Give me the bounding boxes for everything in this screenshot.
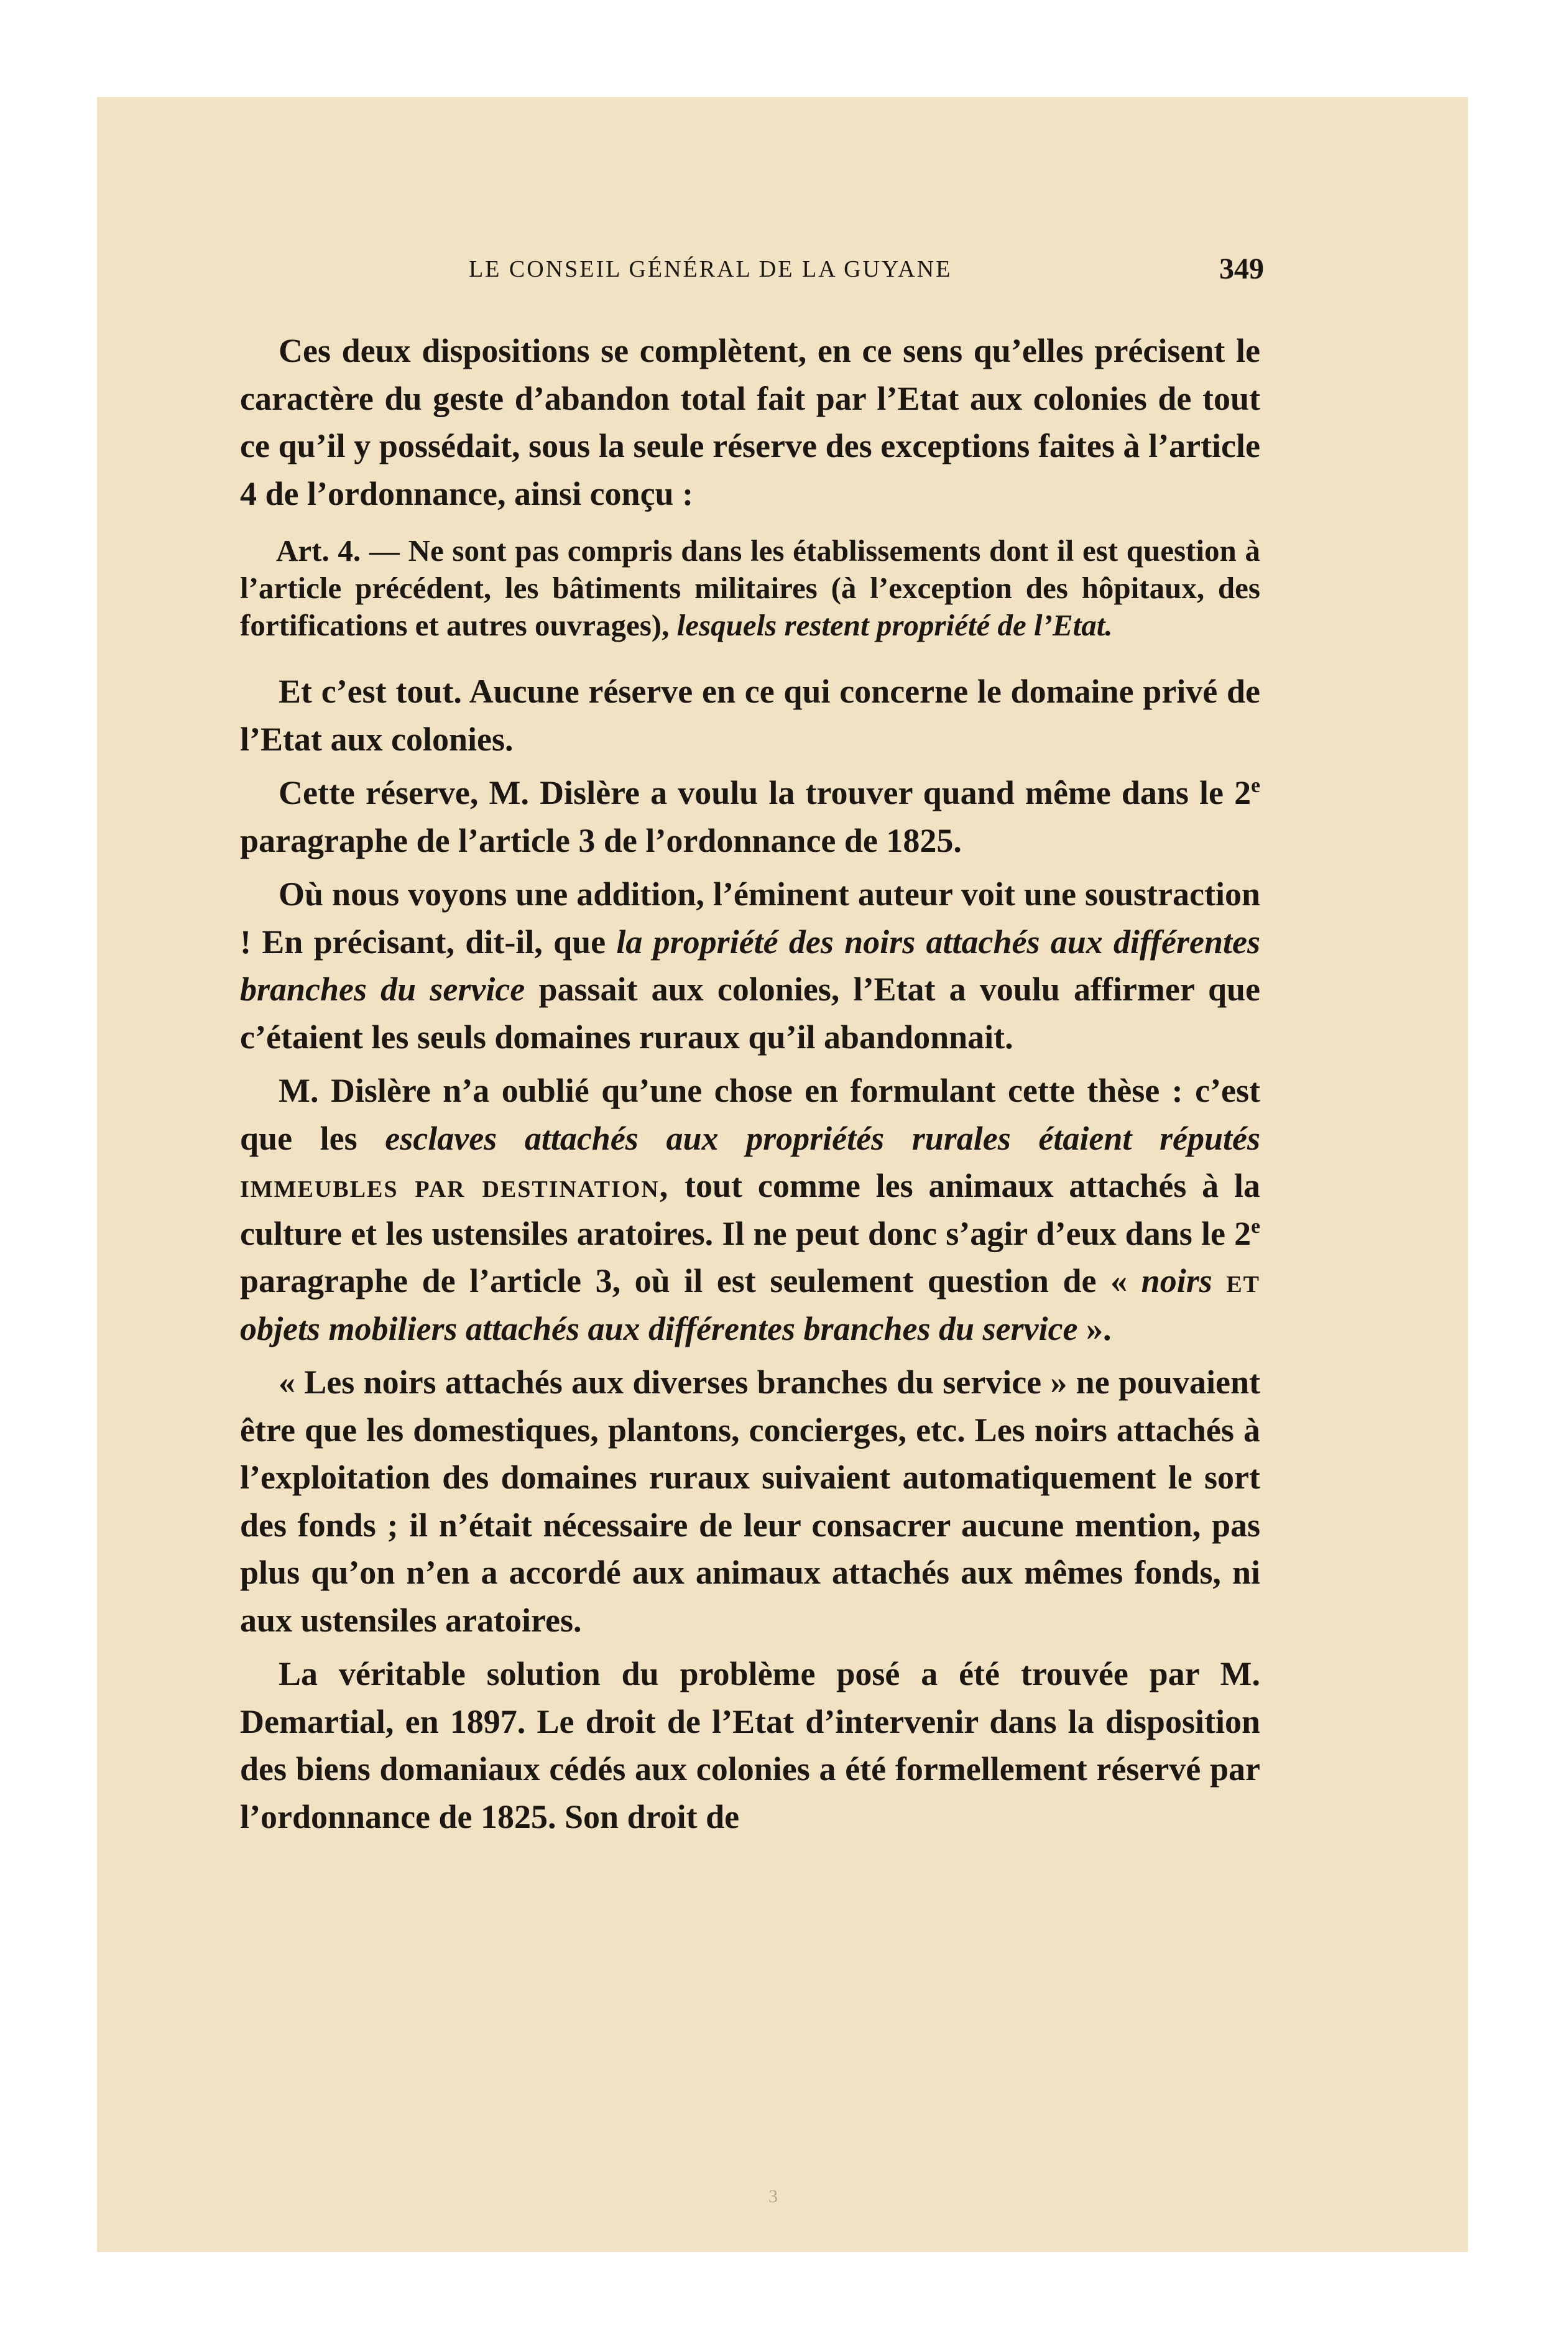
quoted-article-4: Art. 4. — Ne sont pas compris dans les établissements dont il est question à l’article précédent, les bâtiments militaires (à l’exception des hôpitaux, des fortifications et autres ouvrages), lesquels restent propriété de l’Etat.	[240, 533, 1260, 642]
paragraph-2: Et c’est tout. Aucune réserve en ce qui concerne le domaine privé de l’Etat aux colonies.	[240, 673, 1260, 758]
scanned-page	[97, 97, 1468, 2252]
body-text	[240, 327, 1260, 1840]
paragraph-4: Où nous voyons une addition, l’éminent auteur voit une soustraction ! En précisant, dit-il, que la propriété des noirs attachés aux différentes branches du service passait aux colonies, l’Etat a voulu affirmer que c’étaient les seuls domaines ruraux qu’il abandonnait.	[240, 875, 1261, 1056]
paragraph-3: Cette réserve, M. Dislère a voulu la trouver quand même dans le 2e paragraphe de l’article 3 de l’ordonnance de 1825.	[240, 774, 1260, 859]
running-title: LE CONSEIL GÉNÉRAL DE LA GUYANE	[469, 256, 952, 282]
paragraph-5: M. Dislère n’a oublié qu’une chose en formulant cette thèse : c’est que les esclaves attachés aux propriétés rurales étaient réputés immeubles par destination, tout comme les animaux attachés à la culture et les ustensiles aratoires. Il ne peut donc s’agir d’eux dans le 2e paragraphe de l’article 3, où il est seulement question de « noirs et objets mobiliers attachés aux différentes branches du service ».	[240, 1072, 1261, 1347]
scan-mark: 3	[768, 2186, 778, 2207]
paragraph-7: La véritable solution du problème posé a été trouvée par M. Demartial, en 1897. Le droit de l’Etat d’intervenir dans la disposition des biens domaniaux cédés aux colonies a été formellement réservé par l’ordonnance de 1825. Son droit de	[240, 1655, 1260, 1835]
paragraph-6: « Les noirs attachés aux diverses branches du service » ne pouvaient être que les domestiques, plantons, concierges, etc. Les noirs attachés à l’exploitation des domaines ruraux suivaient automatiquement le sort des fonds ; il n’était nécessaire de leur consacrer aucune mention, pas plus qu’on n’en a accordé aux animaux attachés aux mêmes fonds, ni aux ustensiles aratoires.	[240, 1364, 1260, 1639]
paragraph-1: Ces deux dispositions se complètent, en ce sens qu’elles précisent le caractère du geste d’abandon total fait par l’Etat aux colonies de tout ce qu’il y possédait, sous la seule réserve des exceptions faites à l’article 4 de l’ordonnance, ainsi conçu :	[240, 332, 1260, 512]
page-number: 349	[1219, 252, 1264, 285]
